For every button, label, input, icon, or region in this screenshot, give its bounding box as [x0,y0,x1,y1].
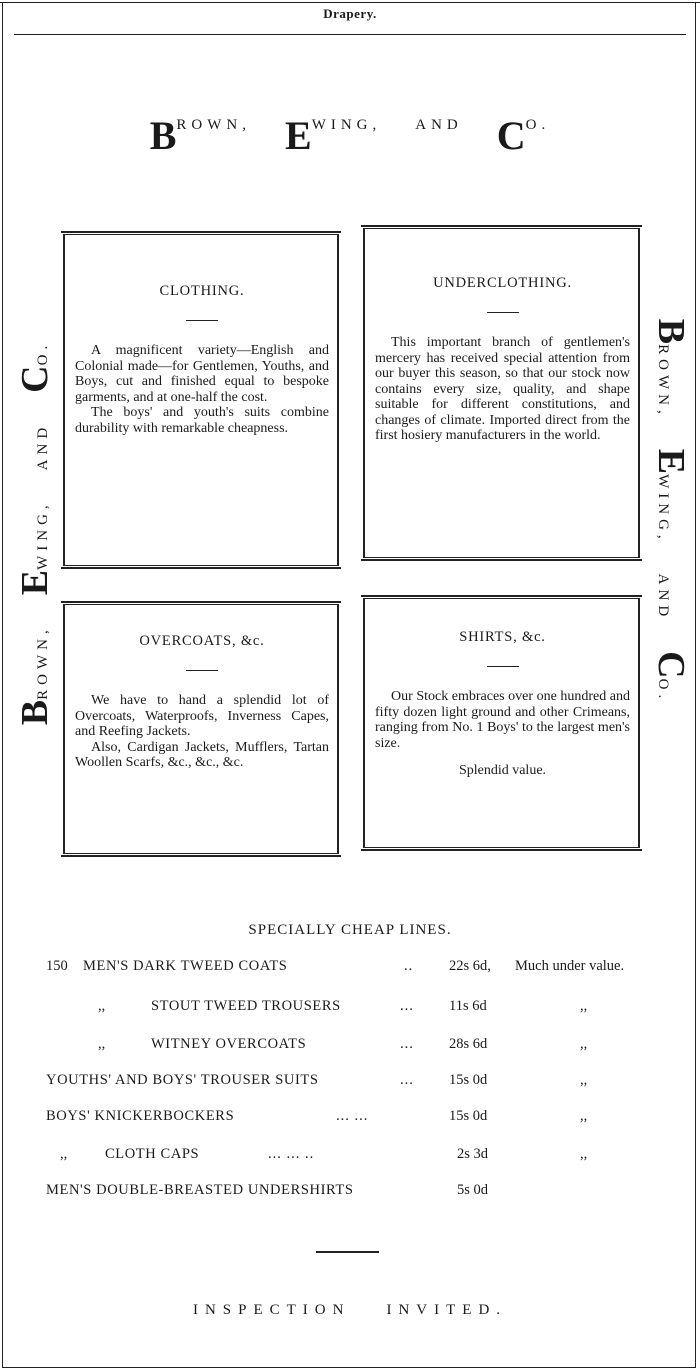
title-word-wing: WING, [311,117,382,133]
side-left-word-wing: WING, [35,500,51,570]
section-header: Drapery. [323,6,377,21]
side-left-word-co: O. [35,340,51,366]
box-rule [487,312,519,313]
price-row [0,1182,700,1204]
item-name: MEN'S DOUBLE-BREASTED UNDERSHIRTS [46,1182,354,1198]
side-right-initial-c: C [650,651,692,679]
item-note: ,, [580,1146,588,1162]
price-row [0,1108,700,1130]
price-row [0,998,700,1020]
item-note: ,, [580,1036,588,1052]
row-lead: ,, [60,1146,68,1162]
leader-dots: ... [400,1036,414,1052]
item-name: MEN'S DARK TWEED COATS [83,958,288,974]
item-note: ,, [580,1108,588,1124]
item-note: Much under value. [515,958,625,974]
header-rule [14,34,686,35]
item-note: ,, [580,1072,588,1088]
item-name: CLOTH CAPS [105,1146,200,1162]
box-clothing [63,234,339,566]
side-right-word-rown: ROWN, [655,344,671,419]
side-left-word-rown: ROWN, [35,625,51,700]
item-price: 28s 6d [449,1036,488,1052]
footer-line [0,1302,700,1319]
item-price: 2s 3d [457,1146,489,1162]
leader-dots: .. [404,958,414,974]
side-right-word-wing: WING, [655,474,671,544]
leader-dots: ... [400,998,414,1014]
leader-dots: ... [400,1072,414,1088]
side-right-initial-e: E [650,448,692,475]
box-paragraph: This important branch of gentlemen's mercery has received special attention from our buyer this season, so that our stock now contains every size, quality, and shape suitable for different constitutions, and changes of climate. Imported direct from the first hosiery manufacturers in the world. [375,335,630,443]
box-heading: UNDERCLOTHING. [433,275,572,291]
row-lead: ,, [98,998,106,1014]
title-initial-e: E [285,113,312,158]
footer-word-inspection: INSPECTION [192,1302,351,1318]
side-right-initial-b: B [650,318,692,345]
item-name: STOUT TWEED TROUSERS [151,998,341,1014]
box-heading: CLOTHING. [159,283,245,299]
box-rule [186,320,218,321]
side-right-word-and: AND [655,573,671,622]
box-paragraph: Our Stock embraces over one hundred and fifty dozen light ground and other Crimeans, ranging from No. 1 Boys' to the largest men's size. [375,689,630,751]
box-rule [186,670,218,671]
leader-dots: ... ... .. [268,1146,315,1162]
leader-dots: ... ... [336,1108,369,1124]
row-lead: 150 [46,958,68,974]
side-left-initial-e: E [14,569,56,596]
box-paragraph: Splendid value. [458,763,547,778]
price-row [0,958,700,980]
price-row [0,1036,700,1058]
firm-title [0,112,700,159]
title-word-co: O. [525,117,551,133]
item-price: 5s 0d [457,1182,489,1198]
item-name: WITNEY OVERCOATS [151,1036,307,1052]
item-name: YOUTHS' AND BOYS' TROUSER SUITS [46,1072,319,1088]
row-lead: ,, [98,1036,106,1052]
box-overcoats [63,604,339,854]
box-heading: SHIRTS, &c. [459,629,546,645]
item-price: 15s 0d [449,1072,488,1088]
side-title-right [652,319,690,703]
box-paragraph: We have to hand a splendid lot of Overcoats, Waterproofs, Inverness Capes, and Reefing Jackets. [75,693,329,739]
divider-rule [316,1251,379,1253]
box-paragraph: A magnificent variety—English and Colonial made—for Gentlemen, Youths, and Boys, cut and finished equal to bespoke garments, and at one-half the cost. [75,343,329,405]
title-word-and: AND [415,117,463,133]
cheap-lines-heading: SPECIALLY CHEAP LINES. [248,922,452,938]
price-row [0,1146,700,1168]
item-note: ,, [580,998,588,1014]
box-underclothing [363,228,640,558]
box-rule [487,666,519,667]
footer-word-invited: INVITED. [386,1302,508,1318]
item-price: 22s 6d, [449,958,491,974]
item-price: 11s 6d [449,998,487,1014]
item-name: BOYS' KNICKERBOCKERS [46,1108,235,1124]
item-price: 15s 0d [449,1108,488,1124]
price-row [0,1072,700,1094]
side-right-word-co: O. [655,678,671,704]
side-left-word-and: AND [35,422,51,471]
title-word-rown: ROWN, [176,117,251,133]
side-title-left [16,341,54,725]
title-initial-b: B [149,113,177,158]
box-paragraph: Also, Cardigan Jackets, Mufflers, Tartan Woollen Scarfs, &c., &c., &c. [75,739,329,770]
box-heading: OVERCOATS, &c. [139,633,265,649]
side-left-initial-c: C [14,365,56,393]
side-left-initial-b: B [14,699,56,726]
box-shirts [363,598,640,848]
box-paragraph: The boys' and youth's suits combine durability with remarkable cheapness. [75,405,329,436]
title-initial-c: C [496,113,526,158]
